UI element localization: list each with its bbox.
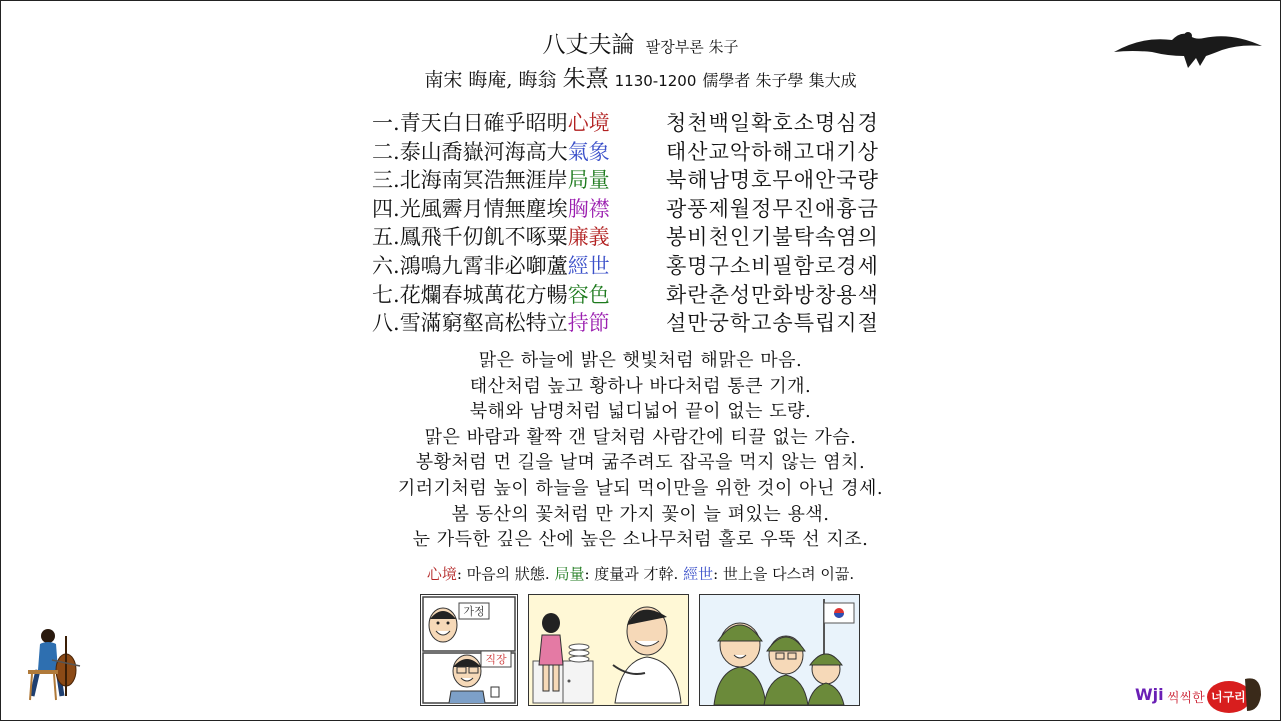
cartoon-illustration [421, 595, 517, 705]
translation-line: 눈 가득한 깊은 산에 높은 소나무처럼 홀로 우뚝 선 지조. [412, 529, 869, 551]
poem-key: 心境 [567, 111, 610, 135]
cartoon-illustration [700, 595, 859, 705]
poem-line [372, 138, 932, 167]
translation-line: 봉황처럼 먼 길을 날며 굶주려도 잡곡을 먹지 않는 염치. [415, 452, 866, 474]
sign-work: 직장 [485, 653, 507, 666]
poem-num: 二. [372, 139, 400, 164]
translation-line: 북해와 남명처럼 넓디넓어 끝이 없는 도량. [469, 401, 812, 423]
logo-wji: Wji [1135, 685, 1164, 704]
author-years: 1130-1200 [614, 72, 697, 90]
poem-kor: 홍명구소비필함로경세 [666, 253, 879, 278]
poem-num: 八. [372, 311, 400, 336]
translation-line: 봄 동산의 꽃처럼 만 가지 꽃이 늘 펴있는 용색. [451, 503, 830, 525]
poem-num: 五. [372, 225, 400, 250]
poem-key: 氣象 [567, 139, 610, 164]
note-term: 經世 [683, 565, 714, 583]
poem-han: 光風霽月情無塵埃 [399, 196, 568, 221]
note-desc: : 마음의 狀態. [456, 565, 555, 583]
poem-kor: 화란춘성만화방창용색 [666, 282, 879, 307]
poem-key: 容色 [567, 282, 610, 307]
poem-line [372, 223, 932, 252]
subtitle-prefix: 南宋 晦庵, 晦翁 [424, 69, 557, 91]
translation-line: 맑은 하늘에 밝은 햇빛처럼 해맑은 마음. [478, 350, 803, 371]
poem-key: 經世 [567, 253, 610, 278]
translation-line: 태산처럼 높고 황하나 바다처럼 통큰 기개. [469, 375, 812, 397]
poem-kor: 북해남명호무애안국량 [666, 168, 879, 193]
poem-kor: 설만궁학고송특립지절 [666, 311, 879, 336]
eagle-icon [1112, 26, 1264, 76]
cartoon-panel-kitchen [528, 594, 689, 706]
note-term: 心境 [426, 565, 457, 583]
poem-han: 北海南冥浩無涯岸 [399, 168, 568, 193]
translation-line: 기러기처럼 높이 하늘을 날되 먹이만을 위한 것이 아닌 경세. [397, 477, 884, 499]
poem-key: 廉義 [567, 225, 610, 250]
poem-key: 持節 [567, 311, 610, 336]
poem-line [372, 252, 932, 281]
poem-num: 四. [372, 196, 400, 221]
poem-line [372, 166, 932, 195]
poem-han: 鳳飛千仞飢不啄粟 [399, 225, 568, 250]
author-desc: 儒學者 朱子學 集大成 [702, 71, 857, 90]
poem-han: 雪滿窮壑高松特立 [399, 311, 568, 336]
translation [0, 348, 1281, 553]
poem-han: 泰山喬嶽河海高大 [399, 139, 568, 164]
cellist-icon [22, 626, 82, 706]
poem-kor: 광풍제월정무진애흉금 [666, 196, 879, 221]
logo-raccoon-text: 너구리 [1211, 690, 1246, 704]
poem-kor: 청천백일확호소명심경 [666, 111, 879, 135]
cartoon-panel-soldiers [699, 594, 860, 706]
title-korean: 팔장부론 朱子 [645, 38, 739, 56]
poem-key: 局量 [567, 168, 610, 193]
poem-han: 鴻鳴九霄非必啣蘆 [399, 253, 568, 278]
title-han: 八丈夫論 [542, 32, 635, 58]
poem-key: 胸襟 [567, 196, 610, 221]
cartoon-panel-family-work [420, 594, 518, 706]
note-desc: : 世上을 다스려 이끎. [713, 565, 855, 583]
poem-line [372, 281, 932, 310]
poem-num: 七. [372, 282, 400, 307]
translation-line: 맑은 바람과 활짝 갠 달처럼 사람간에 티끌 없는 가슴. [424, 426, 857, 448]
note-term: 局量 [554, 565, 585, 583]
poem-kor: 태산교악하해고대기상 [666, 139, 879, 164]
poem-line [372, 195, 932, 224]
glossary-notes [0, 563, 1281, 585]
logo-text: 씩씩한 [1167, 691, 1205, 706]
author-name: 朱熹 [562, 66, 609, 92]
subtitle [0, 64, 1281, 96]
poem-line [372, 309, 932, 338]
title [0, 30, 1281, 62]
cartoon-illustration [529, 595, 688, 705]
poem-num: 一. [372, 111, 400, 135]
poem-line [372, 109, 932, 138]
sign-family: 가정 [463, 605, 485, 618]
note-desc: : 度量과 才幹. [584, 565, 684, 583]
poem-han: 花爛春城萬花方暢 [399, 282, 568, 307]
poem-han: 青天白日確乎昭明 [399, 111, 568, 135]
poem-kor: 봉비천인기불탁속염의 [666, 225, 879, 250]
poem-num: 六. [372, 253, 400, 278]
poem [372, 109, 932, 338]
poem-num: 三. [372, 168, 400, 193]
